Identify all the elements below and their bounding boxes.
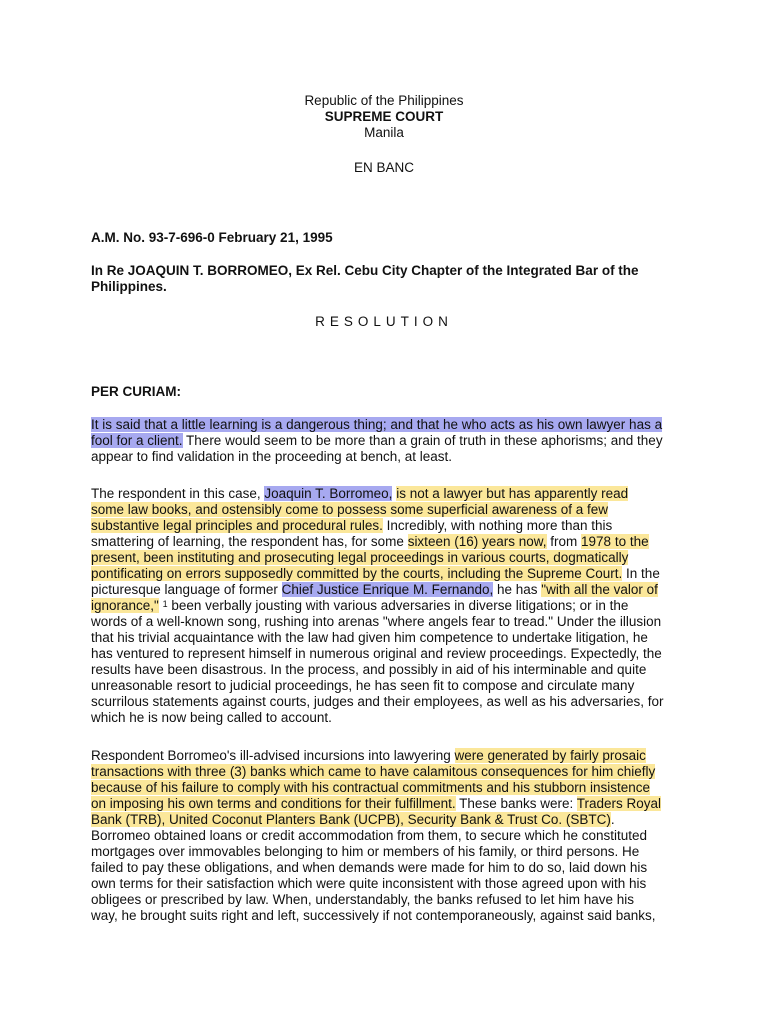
p2-line-3: [91, 518, 676, 534]
highlight-yellow: ignorance,": [91, 598, 159, 613]
highlight-blue: fool for a client.: [91, 433, 183, 448]
court-name: SUPREME COURT: [324, 109, 444, 124]
p3-line-2: [91, 764, 676, 780]
highlight-blue: Chief Justice Enrique M. Fernando,: [281, 582, 494, 597]
p1-line-2: [91, 433, 676, 449]
p2-line-15: which he is now being called to account.: [91, 710, 332, 725]
p2-line-14: scurrilous statements against courts, judges and their employees, as well as his adversaries, for: [91, 694, 664, 709]
highlight-yellow: transactions with three (3) banks which came to have calamitous consequences for him chiefly: [91, 764, 656, 779]
highlight-yellow: on imposing his own terms and conditions for their fulfillment.: [91, 796, 456, 811]
text: .: [610, 812, 615, 827]
p2-line-5: [91, 550, 676, 566]
highlight-yellow: including the Supreme Court.: [443, 566, 623, 581]
p3-line-5: [91, 812, 676, 828]
p2-line-7: [91, 582, 676, 598]
highlight-blue: It is said that a little learning is a dangerous thing; and that he who acts as his own lawyer has a: [91, 417, 663, 432]
text: Respondent Borromeo's ill-advised incursions into lawyering: [91, 748, 455, 763]
city-line: Manila: [364, 125, 404, 140]
p3-line-10: obligees or prescribed by law. When, understandably, the banks refused to let him have his: [91, 892, 635, 907]
p2-line-10: that his trivial acquaintance with the law had given him competence to undertake litigation, he: [91, 630, 648, 645]
p2-line-4: [91, 534, 676, 550]
text: Incredibly, with nothing more than this: [382, 518, 613, 533]
highlight-yellow: Bank (TRB), United Coconut Planters Bank (UCPB), Security Bank & Trust Co. (SBTC): [91, 812, 611, 827]
case-title-line-1: In Re JOAQUIN T. BORROMEO, Ex Rel. Cebu City Chapter of the Integrated Bar of the: [91, 263, 639, 278]
highlight-yellow: some law books, and ostensibly come to possess some superficial awareness of a few: [91, 502, 609, 517]
paragraph-3: [91, 748, 676, 924]
highlight-yellow: pontificating on errors supposedly committed by the courts,: [91, 566, 444, 581]
case-number: A.M. No. 93-7-696-0 February 21, 1995: [91, 230, 333, 245]
p3-line-9: own terms for their satisfaction which were quite inconsistent with those agreed upon with his: [91, 876, 647, 891]
highlight-blue: Joaquin T. Borromeo,: [264, 486, 393, 501]
p3-line-6: Borromeo obtained loans or credit accommodation from them, to secure which he constituted: [91, 828, 648, 843]
p3-line-4: [91, 796, 676, 812]
text: These banks were:: [455, 796, 577, 811]
footnote-ref[interactable]: 1: [162, 599, 168, 609]
highlight-yellow: present,: [91, 550, 140, 565]
highlight-yellow: "with all the valor of: [541, 582, 658, 597]
p2-line-9: words of a well-known song, rushing into arenas "where angels fear to tread." Under the illusion: [91, 614, 662, 629]
p2-line-2: [91, 502, 676, 518]
p3-line-11: way, he brought suits right and left, successively if not contemporaneously, against said banks,: [91, 908, 656, 923]
per-curiam-heading: PER CURIAM:: [91, 384, 181, 399]
text: he has: [493, 582, 542, 597]
p1-line-3: appear to find validation in the proceeding at bench, at least.: [91, 449, 452, 464]
text: smattering of learning, the respondent has, for some: [91, 534, 408, 549]
case-title: [91, 263, 676, 295]
text: The respondent in this case,: [91, 486, 265, 501]
text: been verbally jousting with various adversaries in diverse litigations; or in the: [167, 598, 629, 613]
paragraph-1: [91, 417, 676, 465]
highlight-yellow: Traders Royal: [576, 796, 662, 811]
p3-line-8: failed to pay these obligations, and when demands were made for him to do so, laid down his: [91, 860, 648, 875]
p1-line-1: [91, 417, 676, 433]
p3-line-7: mortgages over immovables belonging to him or members of his family, or third persons. He: [91, 844, 640, 859]
p3-line-1: [91, 748, 676, 764]
highlight-yellow: because of his failure to comply with his contractual commitments and his stubborn insistence: [91, 780, 651, 795]
highlight-yellow: substantive legal principles and procedural rules.: [91, 518, 383, 533]
paragraph-2: [91, 486, 676, 726]
resolution-heading: RESOLUTION: [315, 314, 453, 329]
division-line: EN BANC: [353, 160, 414, 175]
p2-line-13: unreasonable resort to judicial proceedings, he has seen fit to compose and circulate many: [91, 678, 635, 693]
text: In the: [622, 566, 660, 581]
p2-line-11: has ventured to represent himself in numerous original and review proceedings. Expectedly, the: [91, 646, 662, 661]
republic-line: Republic of the Philippines: [304, 93, 464, 108]
highlight-yellow: 1978 to the: [581, 534, 649, 549]
p2-line-1: [91, 486, 676, 502]
p2-line-12: results have been disastrous. In the process, and possibly in aid of his interminable and quite: [91, 662, 647, 677]
highlight-yellow: sixteen (16) years now,: [407, 534, 547, 549]
p3-line-3: [91, 780, 676, 796]
highlight-yellow: been instituting and prosecuting legal proceedings in various courts, dogmatically: [139, 550, 629, 565]
highlight-yellow: were generated by fairly prosaic: [454, 748, 646, 763]
text: There would seem to be more than a grain of truth in these aphorisms; and they: [182, 433, 663, 448]
p2-line-6: [91, 566, 676, 582]
case-title-line-2: Philippines.: [91, 279, 167, 294]
text: picturesque language of former: [91, 582, 282, 597]
p2-line-8: [91, 598, 676, 614]
text: from: [546, 534, 582, 549]
highlight-yellow: is not a lawyer but has apparently read: [396, 486, 629, 501]
